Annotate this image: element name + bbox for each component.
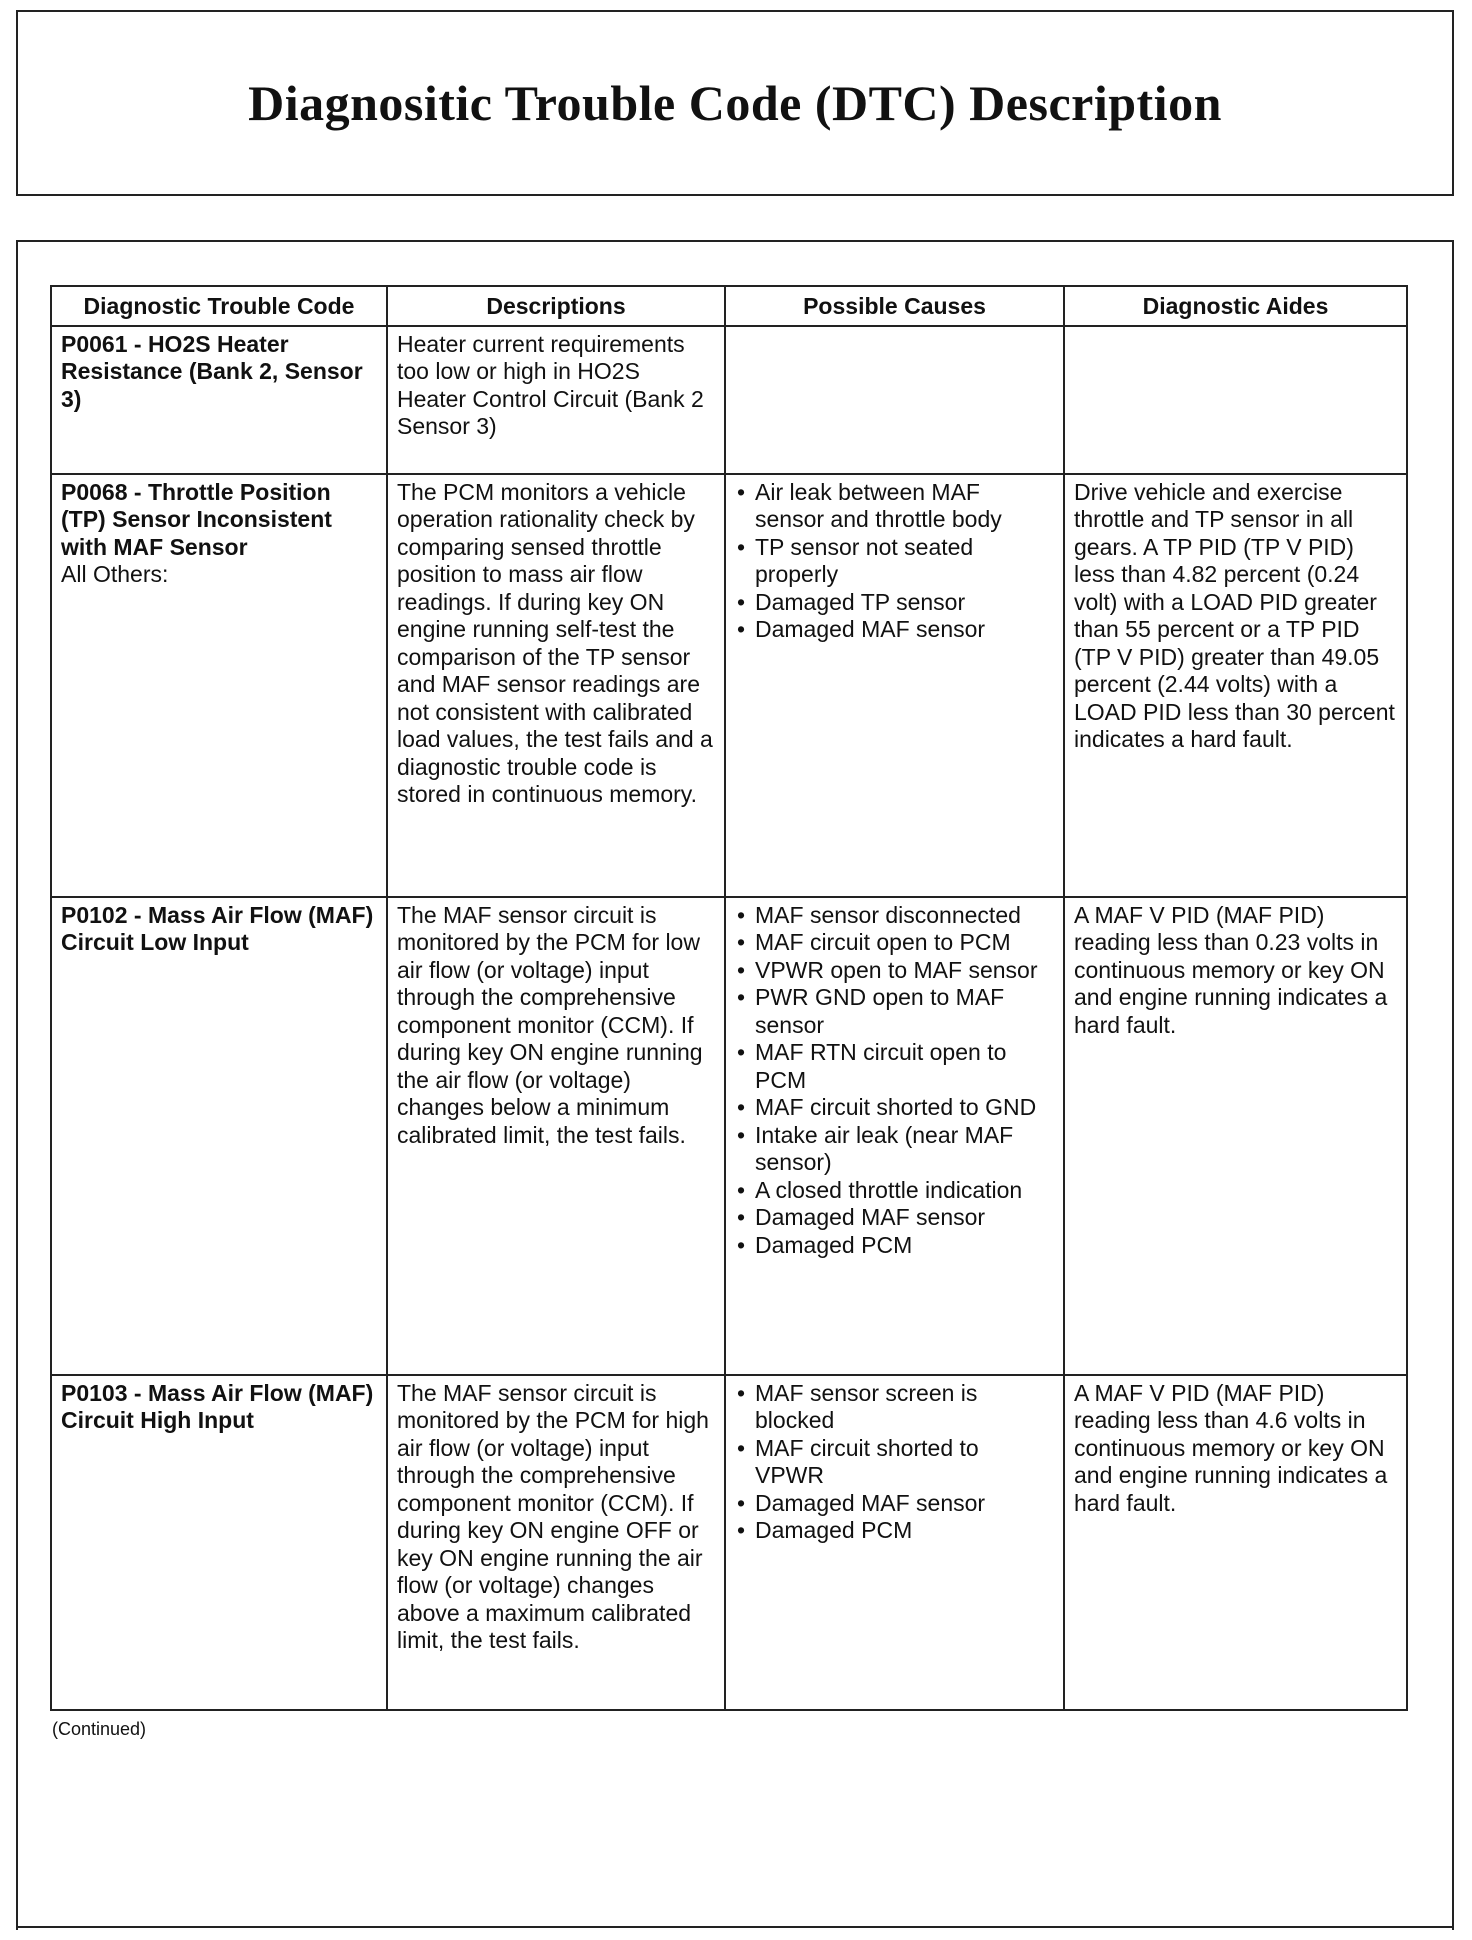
code-title: P0068 - Throttle Position (TP) Sensor Inconsistent with MAF Sensor <box>61 478 332 560</box>
aides-cell: A MAF V PID (MAF PID) reading less than 4.6 volts in continuous memory or key ON and engine running indicates a hard fault. <box>1064 1375 1407 1710</box>
description-cell: The MAF sensor circuit is monitored by the PCM for low air flow (or voltage) input through the comprehensive component monitor (CCM). If during key ON engine running the air flow (or voltage) changes below a minimum calibrated limit, the test fails. <box>387 897 725 1375</box>
code-cell <box>51 474 387 897</box>
description-cell: Heater current requirements too low or high in HO2S Heater Control Circuit (Bank 2 Sensor 3) <box>387 326 725 474</box>
cause-item: • Damaged PCM <box>735 1517 1054 1545</box>
causes-cell <box>725 1375 1064 1710</box>
code-extra-note: All Others: <box>61 561 169 587</box>
aides-cell: Drive vehicle and exercise throttle and TP sensor in all gears. A TP PID (TP V PID) less than 4.82 percent (0.24 volt) with a LOAD PID greater than 55 percent or a TP PID (TP V PID) greater than 49.05 percent (2.44 volts) with a LOAD PID less than 30 percent indicates a hard fault. <box>1064 474 1407 897</box>
cause-item: • PWR GND open to MAF sensor <box>735 984 1054 1039</box>
table-row <box>51 326 1407 474</box>
cause-item: • MAF circuit shorted to GND <box>735 1094 1054 1122</box>
table-row <box>51 474 1407 897</box>
cause-item: • MAF circuit shorted to VPWR <box>735 1435 1054 1490</box>
page-title: Diagnositic Trouble Code (DTC) Description <box>248 75 1222 131</box>
title-box <box>16 10 1454 196</box>
aides-cell <box>1064 326 1407 474</box>
cause-item: • MAF circuit open to PCM <box>735 929 1054 957</box>
cause-item: • MAF RTN circuit open to PCM <box>735 1039 1054 1094</box>
cause-item: • TP sensor not seated properly <box>735 534 1054 589</box>
description-cell: The PCM monitors a vehicle operation rationality check by comparing sensed throttle position to mass air flow readings. If during key ON engine running self-test the comparison of the TP sensor and MAF sensor readings are not consistent with calibrated load values, the test fails and a diagnostic trouble code is stored in continuous memory. <box>387 474 725 897</box>
cause-item: • MAF sensor disconnected <box>735 902 1054 930</box>
header-possible-causes: Possible Causes <box>725 286 1064 326</box>
aides-cell: A MAF V PID (MAF PID) reading less than 0.23 volts in continuous memory or key ON and engine running indicates a hard fault. <box>1064 897 1407 1375</box>
code-cell <box>51 1375 387 1710</box>
header-diagnostic-aides: Diagnostic Aides <box>1064 286 1407 326</box>
continued-note: (Continued) <box>52 1719 147 1739</box>
header-row <box>51 286 1407 326</box>
cause-item: • Intake air leak (near MAF sensor) <box>735 1122 1054 1177</box>
header-code: Diagnostic Trouble Code <box>51 286 387 326</box>
cause-item: • Damaged PCM <box>735 1232 1054 1260</box>
code-title: P0103 - Mass Air Flow (MAF) Circuit High Input <box>61 1379 374 1433</box>
code-cell <box>51 897 387 1375</box>
cause-item: • Damaged MAF sensor <box>735 1490 1054 1518</box>
cause-item: • VPWR open to MAF sensor <box>735 957 1054 985</box>
causes-cell <box>725 897 1064 1375</box>
code-title: P0102 - Mass Air Flow (MAF) Circuit Low Input <box>61 901 374 955</box>
cause-item: • Damaged MAF sensor <box>735 1204 1054 1232</box>
causes-cell <box>725 326 1064 474</box>
cause-item: • A closed throttle indication <box>735 1177 1054 1205</box>
cause-item: • Air leak between MAF sensor and throttle body <box>735 479 1054 534</box>
code-cell <box>51 326 387 474</box>
code-title: P0061 - HO2S Heater Resistance (Bank 2, Sensor 3) <box>61 330 363 412</box>
cause-item: • MAF sensor screen is blocked <box>735 1380 1054 1435</box>
header-descriptions: Descriptions <box>387 286 725 326</box>
causes-cell <box>725 474 1064 897</box>
causes-list <box>735 902 1054 1260</box>
causes-list <box>735 1380 1054 1545</box>
causes-list <box>735 479 1054 644</box>
frame-bottom-border <box>16 1926 1454 1928</box>
table-row <box>51 1375 1407 1710</box>
cause-item: • Damaged MAF sensor <box>735 616 1054 644</box>
table-row <box>51 897 1407 1375</box>
cause-item: • Damaged TP sensor <box>735 589 1054 617</box>
description-cell: The MAF sensor circuit is monitored by the PCM for high air flow (or voltage) input through the comprehensive component monitor (CCM). If during key ON engine OFF or key ON engine running the air flow (or voltage) changes above a maximum calibrated limit, the test fails. <box>387 1375 725 1710</box>
dtc-table <box>50 285 1408 1711</box>
